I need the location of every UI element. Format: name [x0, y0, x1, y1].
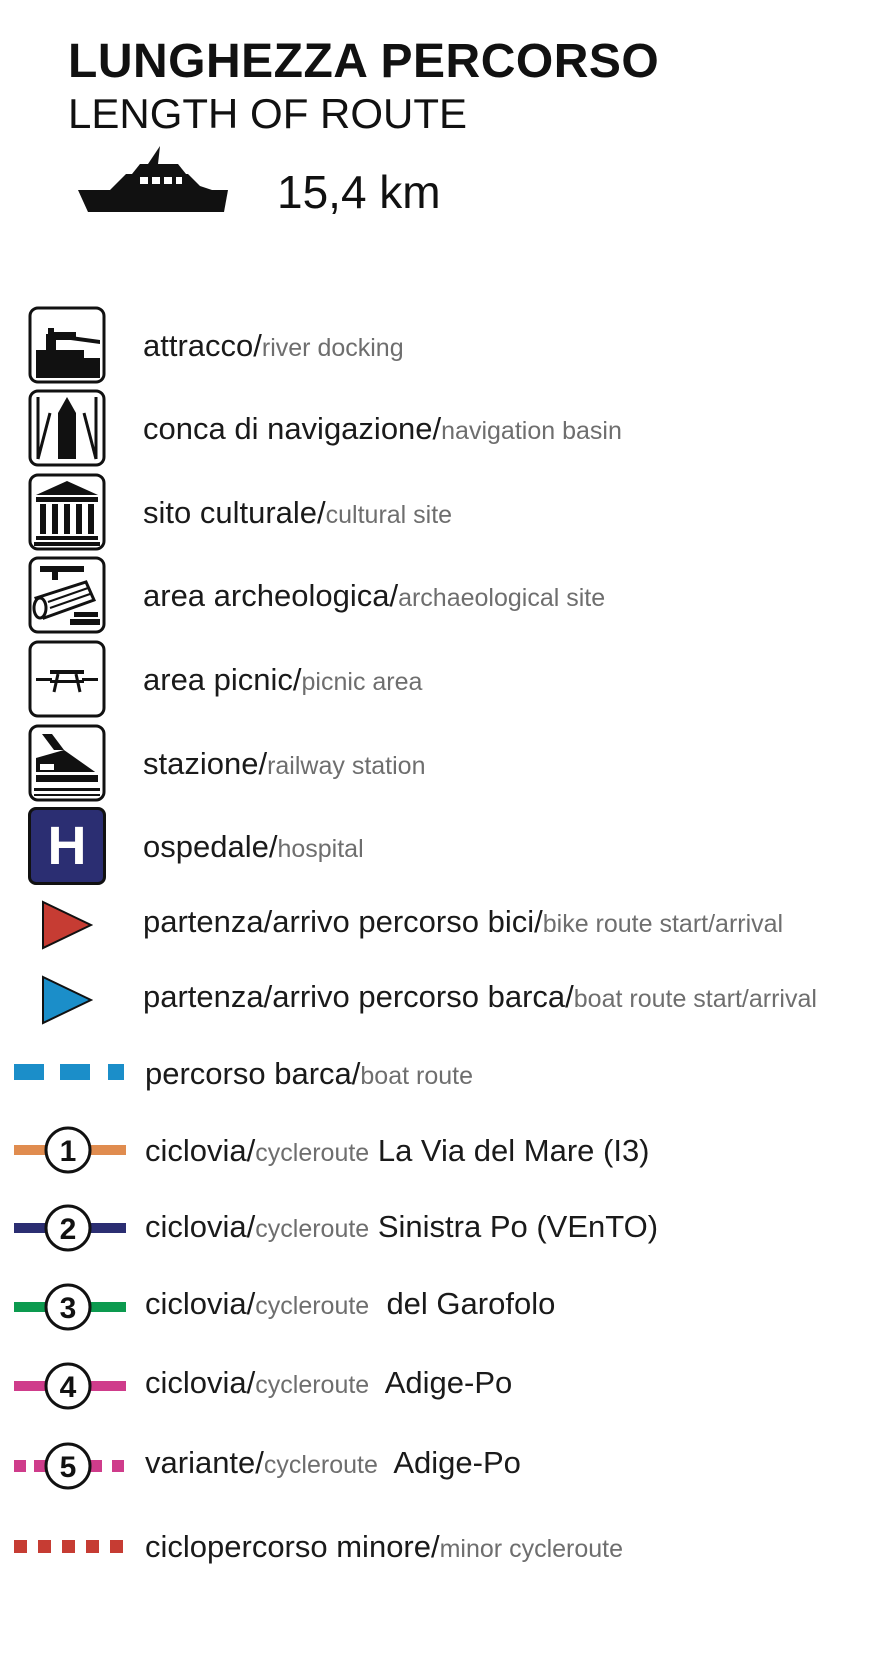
cultural-site-icon: [28, 473, 106, 551]
legend-label: [143, 904, 783, 940]
red-dotted-line-icon: [14, 1539, 126, 1555]
route-number: 4: [59, 1371, 77, 1404]
route-3-icon: [14, 1282, 126, 1332]
legend-label: [145, 1529, 623, 1565]
blue-dashed-line-icon: [14, 1064, 126, 1080]
label-english: cultural site: [325, 501, 453, 529]
label-italian: percorso barca/: [145, 1056, 361, 1091]
route-name: Adige-Po: [369, 1365, 513, 1400]
blue-triangle-icon: [41, 975, 93, 1025]
label-italian: variante/: [145, 1445, 264, 1480]
label-english: minor cycleroute: [439, 1535, 624, 1563]
label-italian: sito culturale/: [143, 495, 326, 530]
label-english: cycleroute: [255, 1292, 370, 1320]
legend-label: [143, 829, 364, 865]
label-english: picnic area: [301, 668, 423, 696]
legend-label: [145, 1365, 512, 1401]
page-title: LUNGHEZZA PERCORSO: [68, 35, 660, 88]
label-italian: ciclovia/: [145, 1209, 256, 1244]
page-subtitle: LENGTH OF ROUTE: [68, 90, 468, 137]
boat-icon: [78, 146, 234, 214]
route-4-icon: [14, 1361, 126, 1411]
route-5-icon: [14, 1441, 126, 1491]
label-italian: ciclopercorso minore/: [145, 1529, 440, 1564]
red-triangle-icon: [41, 900, 93, 950]
label-english: archaeological site: [398, 584, 606, 612]
legend-label: [145, 1445, 521, 1481]
label-english: cycleroute: [255, 1139, 370, 1167]
hospital-letter: H: [47, 816, 87, 876]
label-italian: area picnic/: [143, 662, 302, 697]
route-1-icon: [14, 1125, 126, 1175]
legend-label: [145, 1209, 658, 1245]
label-english: bike route start/arrival: [542, 910, 784, 938]
navigation-basin-icon: [28, 389, 106, 467]
label-italian: ciclovia/: [145, 1365, 256, 1400]
label-english: cycleroute: [255, 1215, 370, 1243]
label-english: railway station: [267, 752, 426, 780]
legend-label: [143, 662, 422, 698]
route-2-icon: [14, 1203, 126, 1253]
route-number: 2: [59, 1213, 77, 1246]
route-number: 3: [59, 1292, 77, 1325]
label-italian: attracco/: [143, 328, 262, 363]
label-italian: stazione/: [143, 746, 268, 781]
route-number: 5: [59, 1451, 77, 1484]
route-number: 1: [59, 1135, 77, 1168]
hospital-icon: [28, 807, 106, 885]
label-english: navigation basin: [441, 417, 622, 445]
label-italian: ciclovia/: [145, 1133, 256, 1168]
label-english: hospital: [277, 835, 364, 863]
picnic-area-icon: [28, 640, 106, 718]
route-name: La Via del Mare (I3): [369, 1133, 650, 1168]
legend-label: [143, 328, 404, 364]
legend-label: [145, 1056, 473, 1092]
railway-station-icon: [28, 724, 106, 802]
label-italian: ciclovia/: [145, 1286, 256, 1321]
legend-label: [143, 495, 452, 531]
river-docking-icon: [28, 306, 106, 384]
route-name: Adige-Po: [377, 1445, 521, 1480]
legend-label: [143, 979, 817, 1015]
route-name: del Garofolo: [369, 1286, 556, 1321]
label-english: boat route: [360, 1062, 473, 1090]
legend-label: [145, 1286, 555, 1322]
legend-label: [143, 578, 605, 614]
label-italian: partenza/arrivo percorso barca/: [143, 979, 574, 1014]
legend-label: [145, 1133, 650, 1169]
legend-label: [143, 746, 425, 782]
label-italian: area archeologica/: [143, 578, 399, 613]
route-length: 15,4 km: [277, 166, 441, 218]
label-english: cycleroute: [255, 1371, 370, 1399]
label-english: cycleroute: [263, 1451, 378, 1479]
label-english: river docking: [261, 334, 404, 362]
route-name: Sinistra Po (VEnTO): [369, 1209, 659, 1244]
legend-label: [143, 411, 622, 447]
label-english: boat route start/arrival: [573, 985, 817, 1013]
label-italian: partenza/arrivo percorso bici/: [143, 904, 543, 939]
label-italian: ospedale/: [143, 829, 278, 864]
archaeological-site-icon: [28, 556, 106, 634]
label-italian: conca di navigazione/: [143, 411, 442, 446]
